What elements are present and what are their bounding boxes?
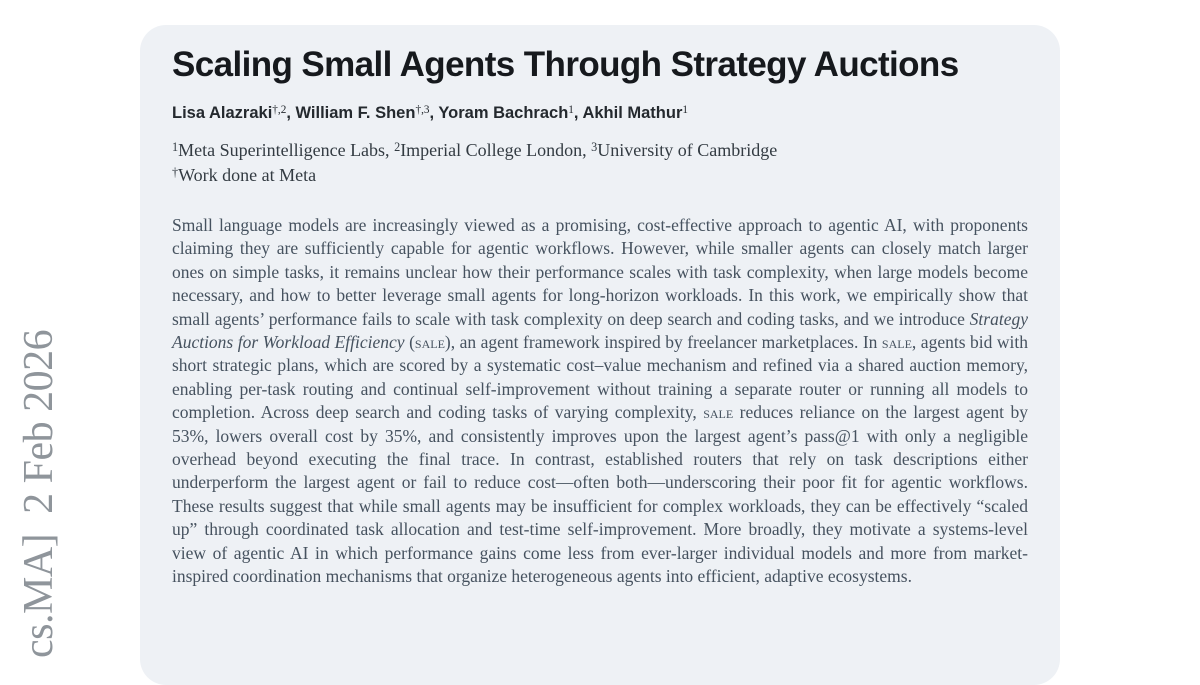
- text-segment: ,: [286, 104, 296, 122]
- text-segment: Lisa Alazraki: [172, 104, 273, 122]
- arxiv-watermark: cs.MA] 2 Feb 2026: [16, 329, 62, 658]
- superscript: 2: [394, 139, 401, 154]
- superscript: †,2: [272, 103, 287, 116]
- footnote-work-done-at-meta: [172, 163, 1028, 188]
- superscript: 1: [568, 103, 574, 116]
- text-segment: ,: [429, 104, 439, 122]
- author-list: [172, 100, 1028, 126]
- text-segment: ,: [573, 104, 583, 122]
- affiliations: [172, 138, 1028, 163]
- text-segment: reduces reliance on the largest agent by 53%, lowers overall cost by 35%, and consistently improves upon the largest agent’s pass@1 with only a negligible overhead beyond executing the final trace. In contrast, established routers that rely on task descriptions either underperform the largest agent or fail to reduce cost—often both—underscoring their poor fit for agentic workflows. These results suggest that while small agents may be insufficient for complex workloads, they can be effectively “scaled up” through coordinated task allocation and test-time self-improvement. More broadly, they motivate a systems-level view of agentic AI in which performance gains come less from ever-larger individual models and more from market-inspired coordination mechanisms that organize heterogeneous agents into efficient, adaptive ecosystems.: [172, 402, 1028, 587]
- text-segment: Imperial College London,: [400, 140, 592, 160]
- text-segment: Small language models are increasingly viewed as a promising, cost-effective approach to agentic AI, with proponents claiming they are sufficiently capable for agentic workflows. However, while smaller agents can closely match larger ones on simple tasks, it remains unclear how their performance scales with task complexity, when large models become necessary, and how to better leverage small agents for long-horizon workloads. In this work, we empirically show that small agents’ performance fails to scale with task complexity on deep search and coding tasks, and we introduce: [172, 215, 1028, 329]
- text-segment: Meta Superintelligence Labs,: [178, 140, 395, 160]
- text-segment: sale: [703, 402, 734, 423]
- superscript: †,3: [415, 103, 430, 116]
- text-segment: (: [404, 332, 415, 353]
- text-segment: Yoram Bachrach: [438, 104, 569, 122]
- paper-title: Scaling Small Agents Through Strategy Auctions: [172, 45, 959, 84]
- text-segment: sale: [881, 332, 912, 353]
- text-segment: ), an agent framework inspired by freelancer marketplaces. In: [444, 332, 882, 353]
- text-segment: Strategy Auctions for Workload Efficiency: [172, 308, 1028, 353]
- text-segment: sale: [414, 332, 445, 353]
- superscript: 1: [172, 139, 179, 154]
- superscript: †: [172, 164, 179, 179]
- text-segment: University of Cambridge: [597, 140, 778, 160]
- text-segment: , agents bid with short strategic plans, which are scored by a systematic cost–value mechanism and refined via a shared auction memory, enabling per-task routing and continual self-improvement without training a separate router or running all models to completion. Across deep search and coding tasks of varying complexity,: [172, 332, 1028, 423]
- paper-card: [140, 25, 1060, 685]
- superscript: 1: [682, 103, 688, 116]
- text-segment: William F. Shen: [295, 104, 416, 122]
- text-segment: Work done at Meta: [178, 165, 317, 185]
- abstract-text: [172, 214, 1028, 589]
- superscript: 3: [591, 139, 598, 154]
- text-segment: Akhil Mathur: [582, 104, 683, 122]
